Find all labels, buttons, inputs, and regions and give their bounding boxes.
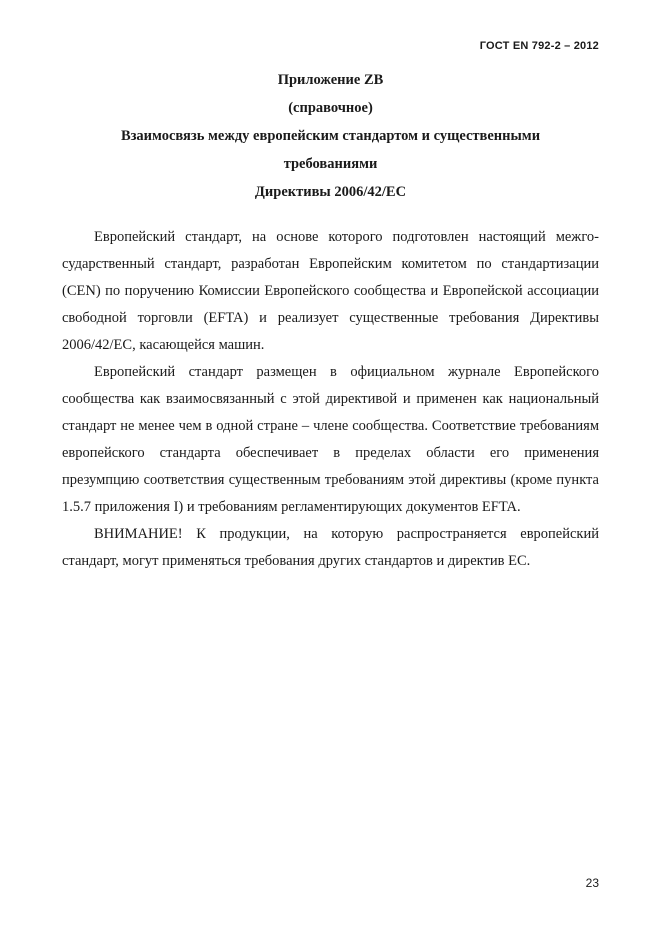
appendix-title-block	[62, 66, 599, 206]
paragraph-attention-note: ВНИМАНИЕ! К продукции, на которую распространяется европейский стандарт, могут применяться требования других стандартов и директив ЕС.	[62, 526, 599, 569]
appendix-heading-line-1: Взаимосвязь между европейским стандартом и существенными	[120, 128, 541, 144]
appendix-heading-line-2: требованиями	[283, 156, 378, 172]
paragraph-standard-origin: Европейский стандарт, на основе которого подготовлен настоящий межгосударственный стандарт, разработан Европейским комитетом по стандартизации (CEN) по поручению Комиссии Европейского сообщества и Европейской ассоциации свободной торговли (EFTA) и реализует существенные требования Директивы 2006/42/ЕС, касающейся машин.	[62, 229, 599, 353]
page-number: 23	[585, 876, 599, 890]
appendix-status: (справочное)	[288, 100, 373, 116]
paragraph-official-journal: Европейский стандарт размещен в официальном журнале Европейского сообщества как взаимосвязанный с этой директивой и применен как национальный стандарт не менее чем в одной стране – члене сообщества. Соответствие требованиям европейского стандарта обеспечивает в пределах области его применения презумпцию соответствия существенным требованиям этой директивы (кроме пункта 1.5.7 приложения I) и требованиям регламентирующих документов EFTA.	[62, 364, 599, 515]
appendix-heading-line-3: Директивы 2006/42/ЕС	[254, 184, 407, 200]
appendix-label: Приложение ZB	[277, 72, 384, 88]
body-text	[62, 224, 599, 575]
document-code: ГОСТ EN 792-2 – 2012	[479, 40, 599, 52]
